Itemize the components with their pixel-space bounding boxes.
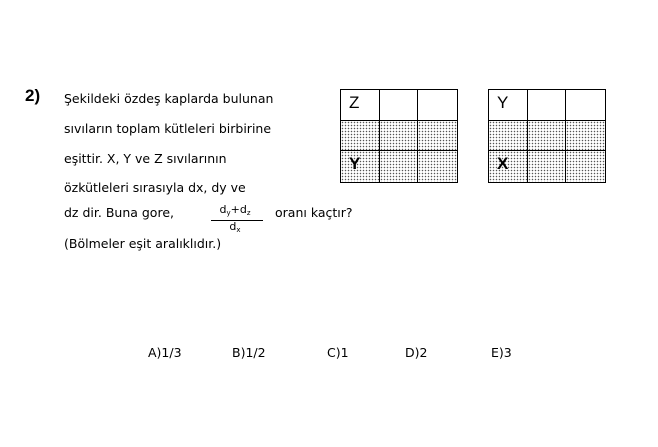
question-line-3: eşittir. X, Y ve Z sıvılarının: [64, 151, 227, 166]
question-line-5: dz dir. Buna gore,: [64, 205, 174, 220]
container-2-liquid-cell: [489, 151, 528, 182]
question-number: 2): [25, 86, 41, 105]
question-line-1: Şekildeki özdeş kaplarda bulunan: [64, 91, 274, 106]
container-2-liquid-cell: [566, 121, 605, 152]
container-2-empty-cell: [528, 90, 567, 121]
container-1-liquid-cell: [341, 151, 380, 182]
question-line-2: sıvıların toplam kütleleri birbirine: [64, 121, 272, 136]
container-2-top-left-cell: [489, 90, 528, 121]
question-line-4: özkütleleri sırasıyla dx, dy ve: [64, 180, 246, 195]
container-2-empty-cell: [566, 90, 605, 121]
container-1-empty-cell: [380, 90, 419, 121]
container-2-liquid-cell: [528, 151, 567, 182]
question-ask: oranı kaçtır?: [275, 205, 353, 220]
container-1: [340, 89, 458, 183]
container-1-liquid-cell: [341, 121, 380, 152]
container-2-liquid-cell: [528, 121, 567, 152]
density-ratio-fraction: [205, 203, 265, 236]
choice-e[interactable]: E)3: [491, 345, 512, 360]
question-note: (Bölmeler eşit aralıklıdır.): [64, 236, 222, 251]
container-1-empty-cell: [418, 90, 457, 121]
container-1-bottom-label: Y: [349, 154, 361, 174]
container-1-top-label: Z: [349, 93, 360, 112]
container-1-top-left-cell: [341, 90, 380, 121]
container-2-liquid-cell: [489, 121, 528, 152]
choice-b[interactable]: B)1/2: [232, 345, 266, 360]
choice-c[interactable]: C)1: [327, 345, 349, 360]
container-1-liquid-cell: [418, 121, 457, 152]
container-1-liquid-cell: [418, 151, 457, 182]
container-1-liquid-cell: [380, 151, 419, 182]
fraction-numerator: $d_y+d_z$: [219, 203, 251, 217]
fraction-denominator: $d_x$: [229, 220, 241, 234]
container-2: [488, 89, 606, 183]
container-2-bottom-label: X: [497, 154, 509, 174]
choice-d[interactable]: D)2: [405, 345, 428, 360]
container-1-liquid-cell: [380, 121, 419, 152]
choice-a[interactable]: A)1/3: [148, 345, 182, 360]
container-2-top-label: Y: [497, 93, 509, 112]
container-2-liquid-cell: [566, 151, 605, 182]
